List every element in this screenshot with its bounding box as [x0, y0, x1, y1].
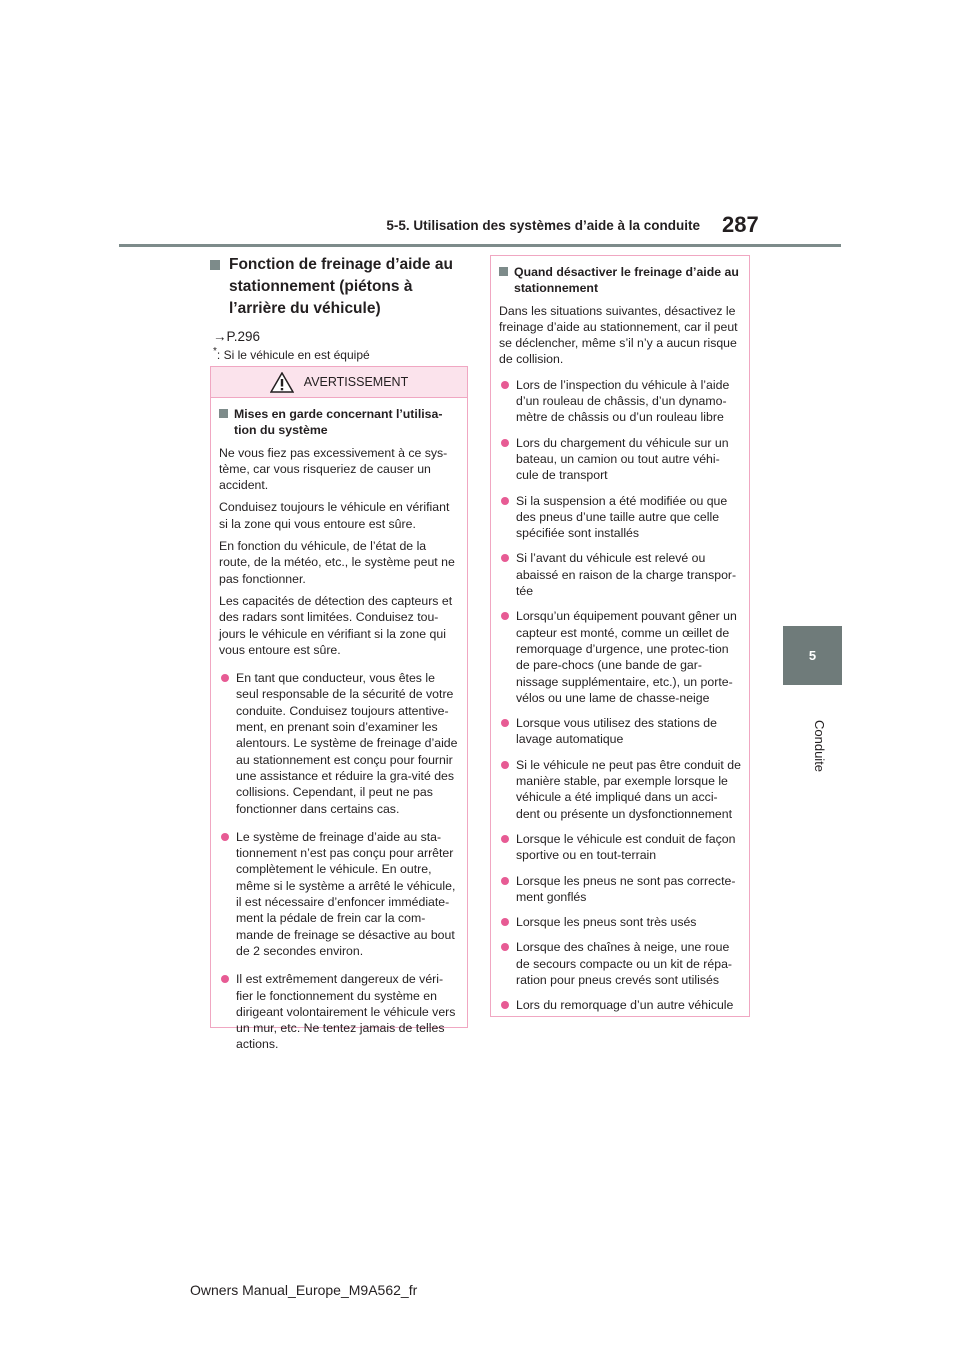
info-bullet — [499, 873, 741, 906]
footnote — [213, 346, 470, 362]
warning-subheading-text: Mises en garde concernant l’utilisa-tion du système — [234, 407, 443, 438]
info-box — [490, 255, 750, 1017]
warning-paragraph: En fonction du véhicule, de l’état de la route, de la météo, etc., le système peut ne pas fonctionner. — [219, 539, 455, 586]
bullet-text: Lorsque les pneus sont très usés — [516, 915, 697, 930]
section-heading — [210, 254, 470, 320]
bullet-dot-icon — [501, 497, 509, 505]
bullet-dot-icon — [501, 761, 509, 769]
warning-title: AVERTISSEMENT — [303, 375, 409, 389]
bullet-text: Lorsqu’un équipement pouvant gêner un capteur est monté, comme un œillet de remorquage d’urgence, une protec-tion de pare-chocs (une bande de gar-nissage supplémentaire, etc.), un porte-vélos ou une lame de chasse-neige — [516, 609, 737, 705]
footnote-text: : Si le véhicule en est équipé — [216, 348, 370, 362]
page-number: 287 — [722, 212, 759, 237]
chapter-tab[interactable]: 5 — [783, 626, 842, 685]
page-reference-link[interactable]: →P.296 — [213, 329, 261, 344]
square-bullet-icon — [219, 409, 228, 418]
left-column — [210, 254, 470, 362]
footnote-mark: * — [213, 346, 217, 357]
bullet-dot-icon — [501, 835, 509, 843]
info-intro: Dans les situations suivantes, désactivez le freinage d’aide au stationnement, car il peut se déclencher, même s’il n’y a aucun risque de collision. — [499, 303, 738, 367]
warning-paragraph: Les capacités de détection des capteurs et des radars sont limitées. Conduisez tou-jours le véhicule en vérifiant si la zone qui vous entoure est sûre. — [219, 593, 453, 657]
info-bullet — [499, 757, 741, 822]
info-bullet — [499, 939, 741, 988]
bullet-text: Lorsque des chaînes à neige, une roue de secours compacte ou un kit de répa-ration pour pneus crevés sont utilisés — [516, 940, 733, 987]
bullet-text: Le système de freinage d’aide au sta-tionnement n’est pas conçu pour arrêter complètement le véhicule. En outre, même si le système a arrêté le véhicule, il est nécessaire d’enfoncer immédiate-ment la pédale de frein car la com-mande de freinage se désactive au bout de 2 secondes environ. — [236, 829, 456, 958]
info-bullet — [499, 377, 741, 426]
bullet-dot-icon — [501, 381, 509, 389]
bullet-text: Lors du remorquage d’un autre véhicule — [516, 998, 734, 1013]
chapter-label: Conduite — [812, 720, 827, 773]
bullet-text: Il est extrêmement dangereux de véri-fier le fonctionnement du système en dirigeant volontairement le véhicule vers un mur, etc. Ne tentez jamais de telles actions. — [236, 972, 456, 1052]
warning-body — [211, 398, 467, 1053]
bullet-dot-icon — [221, 833, 229, 841]
bullet-text: Lorsque les pneus ne sont pas correcte-ment gonflés — [516, 873, 736, 904]
square-bullet-icon — [210, 260, 220, 270]
bullet-dot-icon — [501, 877, 509, 885]
info-bullet-list — [499, 377, 741, 1014]
bullet-dot-icon — [501, 1001, 509, 1009]
warning-box — [210, 366, 468, 1052]
warning-bullet — [219, 829, 459, 959]
bullet-dot-icon — [501, 918, 509, 926]
info-bullet — [499, 435, 741, 484]
bullet-dot-icon — [501, 719, 509, 727]
square-bullet-icon — [499, 267, 508, 276]
bullet-text: Si l’avant du véhicule est relevé ou abaissé en raison de la charge transpor-tée — [516, 551, 737, 599]
info-bullet — [499, 715, 741, 748]
info-bullet — [499, 493, 741, 542]
bullet-text: Si la suspension a été modifiée ou que des pneus d’une taille autre que celle spécifiée sont installés — [516, 493, 728, 541]
info-bullet — [499, 914, 741, 930]
bullet-dot-icon — [501, 943, 509, 951]
warning-bullet — [219, 670, 459, 817]
warning-paragraph: Conduisez toujours le véhicule en vérifiant si la zone qui vous entoure est sûre. — [219, 500, 450, 531]
info-bullet — [499, 608, 741, 706]
warning-header — [211, 367, 467, 398]
info-bullet — [499, 831, 741, 864]
header-divider — [119, 244, 841, 247]
bullet-dot-icon — [501, 554, 509, 562]
info-subheading — [499, 264, 741, 297]
bullet-dot-icon — [501, 439, 509, 447]
bullet-text: Lorsque vous utilisez des stations de lavage automatique — [516, 716, 717, 747]
footer-document-id: Owners Manual_Europe_M9A562_fr — [190, 1282, 418, 1298]
info-body — [491, 256, 749, 1014]
info-bullet — [499, 550, 741, 599]
bullet-dot-icon — [221, 674, 229, 682]
warning-bullet — [219, 971, 459, 1052]
info-bullet — [499, 997, 741, 1013]
bullet-dot-icon — [221, 975, 229, 983]
warning-subheading — [219, 406, 459, 439]
section-heading-text: Fonction de freinage d’aide au stationnement (piétons à l’arrière du véhicule) — [229, 256, 453, 317]
info-subheading-text: Quand désactiver le freinage d’aide au stationnement — [514, 265, 739, 296]
bullet-text: Lors du chargement du véhicule sur un bateau, un camion ou tout autre véhi-cule de transport — [516, 435, 729, 483]
warning-triangle-icon — [270, 372, 294, 393]
warning-paragraph: Ne vous fiez pas excessivement à ce sys-tème, car vous risqueriez de causer un accident. — [219, 445, 448, 493]
section-title: 5-5. Utilisation des systèmes d’aide à la conduite — [386, 218, 700, 233]
bullet-dot-icon — [501, 612, 509, 620]
bullet-text: En tant que conducteur, vous êtes le seul responsable de la sécurité de votre conduite. Conduisez toujours attentive-ment, en prenant soin d’examiner les alentours. Le système de freinage d’aide au stationnement est conçu pour fournir une assistance et réduire la gra-vité des collisions. Cependant, il peut ne pas fonctionner dans certains cas. — [236, 671, 458, 816]
bullet-text: Lors de l’inspection du véhicule à l’aide d’un rouleau de châssis, d’un dynamo-mètre de châssis ou d’un rouleau libre — [516, 377, 730, 425]
bullet-text: Lorsque le véhicule est conduit de façon sportive ou en tout-terrain — [516, 831, 736, 863]
bullet-text: Si le véhicule ne peut pas être conduit de manière stable, par exemple lorsque le véhicule a été impliqué dans un acci-dent ou présente un dysfonctionnement — [516, 757, 741, 821]
